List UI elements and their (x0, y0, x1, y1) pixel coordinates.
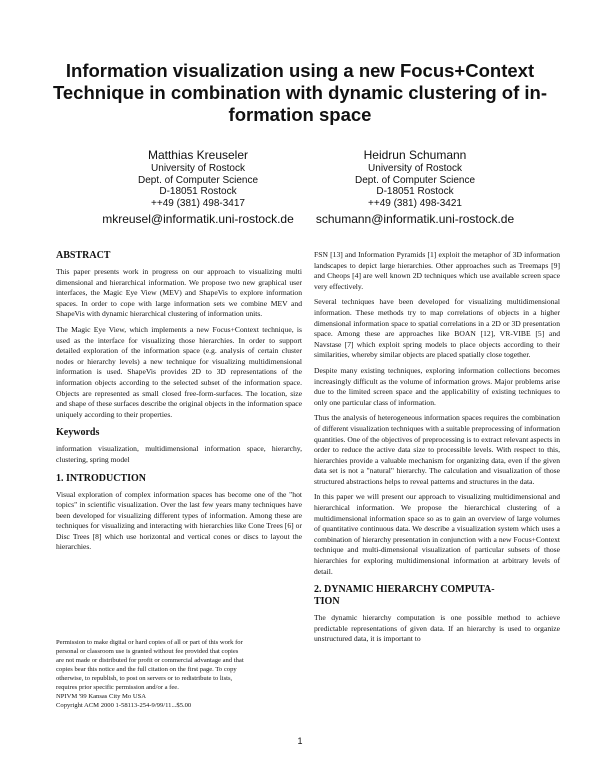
copyright-line: are not made or distributed for profit or commercial advantage and that (56, 657, 244, 664)
body-paragraph: The dynamic hierarchy computation is one possible method to achieve predictable representations of given data. If an hierarchy is used to organize unstructured data, it is important to (314, 613, 560, 644)
body-paragraph: FSN [13] and Information Pyramids [1] exploit the metaphor of 3D information landscapes to depict large hierarchies. Other approaches such as Treemaps [9] and Cheops [4] are well known 2D techniques which use available screen space very effectively. (314, 250, 560, 291)
right-column (314, 250, 560, 650)
author-email: schumann@informatik.uni-rostock.de (315, 212, 515, 226)
keywords-heading: Keywords (56, 427, 100, 439)
author-phone: ++49 (381) 498-3417 (151, 197, 245, 209)
author-name: Heidrun Schumann (363, 148, 467, 162)
abstract-paragraph-1: This paper presents work in progress on our approach to visualizing multi dimensional and hierarchical information. We propose two new graphical user interfaces, the Magic Eye View (MEV) and ShapeVis to explore information spaces. In order to cope with large information sets we combine MEV and ShapeVis with dynamic hierarchical clustering of information units. (56, 267, 302, 319)
author-name: Matthias Kreuseler (147, 148, 249, 162)
section-2-heading (314, 584, 560, 608)
copyright-line: personal or classroom use is granted without fee provided that copies (56, 648, 239, 655)
left-column (56, 250, 302, 558)
body-paragraph: In this paper we will present our approach to visualizing multidimensional and hierarchical information. We propose the hierarchical clustering of a multidimensional information space so as to gain an overview of large volumes of quantitative continuous data. We describe a visualization system which uses a combination of hierarchy presentation in conjunction with a new Focus+Context technique and multi-dimensional visualization of particular subsets of those hierarchies for exploring multidimensional information at arbitrary levels of detail. (314, 492, 560, 576)
author-address: D-18051 Rostock (159, 186, 237, 197)
copyright-line: copies bear this notice and the full citation on the first page. To copy (56, 666, 237, 673)
introduction-heading: 1. INTRODUCTION (56, 472, 147, 484)
copyright-line: NPIVM '99 Kansas City Mo USA (56, 693, 147, 700)
title-line-3: formation space (228, 104, 372, 125)
author-block-1 (88, 148, 308, 226)
author-email: mkreusel@informatik.uni-rostock.de (102, 212, 294, 226)
copyright-line: Permission to make digital or hard copies of all or part of this work for (56, 639, 243, 646)
abstract-paragraph-2: The Magic Eye View, which implements a new Focus+Context technique, is used as the interface for visualizing those hierarchies. In order to support detailed exploration of the information space (e.g. analysis of certain cluster nodes or hierarchy levels) a new technique for visualizing multidimensional information is used. ShapeVis provides 2D to 3D representations of the information objects according to the selected subset of the information space. Objects are represented as small closed free-form-surfaces. The location, size and shape of these surfaces describe the original objects in the information space uniquely according to their properties. (56, 324, 302, 419)
author-dept: Dept. of Computer Science (137, 174, 259, 186)
title-line-1: Information visualization using a new Focus+Context (65, 60, 535, 81)
author-affiliation: University of Rostock (151, 163, 245, 174)
copyright-line: requires prior specific permission and/or a fee. (56, 684, 179, 691)
author-phone: ++49 (381) 498-3421 (368, 197, 462, 209)
body-paragraph: Thus the analysis of heterogeneous information spaces requires the combination of different visualization techniques with a suitable preprocessing of information quantities. One of the objectives of preprocessing is to extract relevant aspects in order to reduce the active data size to processible levels. With respect to this, hierarchies provide a valuable mechanism for organizing data, even if the given data set is not a "natural" hierarchy. The calculation and visualization of those structured abstractions helps to reveal patterns and structures in the data. (314, 413, 560, 486)
section-2-heading-line-1: 2. DYNAMIC HIERARCHY COMPUTA- (314, 584, 495, 596)
body-paragraph: Despite many existing techniques, exploring information collections becomes increasingly difficult as the volume of information grows. Major problems arise due to the limited screen space and the applicability of existing techniques to only one particular class of information. (314, 365, 560, 407)
copyright-notice (56, 638, 302, 710)
keywords-text: information visualization, multidimensional information space, hierarchy, clustering, spring model (56, 444, 302, 464)
page-number: 1 (297, 736, 303, 746)
author-block-2 (305, 148, 525, 226)
copyright-line: Copyright ACM 2000 1-58113-254-9/99/11...$5.00 (56, 702, 192, 709)
paper-title (50, 60, 550, 126)
abstract-heading: ABSTRACT (56, 250, 111, 261)
copyright-line: otherwise, to republish, to post on servers or to redistribute to lists, (56, 675, 233, 682)
author-affiliation: University of Rostock (368, 163, 462, 174)
section-2-heading-line-2: TION (314, 596, 340, 608)
title-line-2: Technique in combination with dynamic clustering of in- (52, 82, 548, 103)
body-paragraph: Several techniques have been developed for visualizing multidimensional information. These methods try to map correlations of objects in a higher dimensional information space to spatial correlations in a 2D or 3D presentation space. Among these are approaches like BOAN [12], VR-VIBE [5] and Navstase [7] which exploit spring models to place objects according to their similarities, whereby similar objects are placed spatially close together. (314, 297, 560, 360)
introduction-paragraph-1: Visual exploration of complex information spaces has become one of the "hot topics" in scientific visualization. Over the last few years many techniques have been developed for visualizing different types of information. Among these are techniques for visualizing and interacting with hierarchies like Cone Trees [6] or Disc Trees [8] which use horizontal and vertical cones or discs to layout the hierarchies. (56, 489, 302, 552)
author-dept: Dept. of Computer Science (354, 174, 476, 186)
author-address: D-18051 Rostock (376, 186, 454, 197)
